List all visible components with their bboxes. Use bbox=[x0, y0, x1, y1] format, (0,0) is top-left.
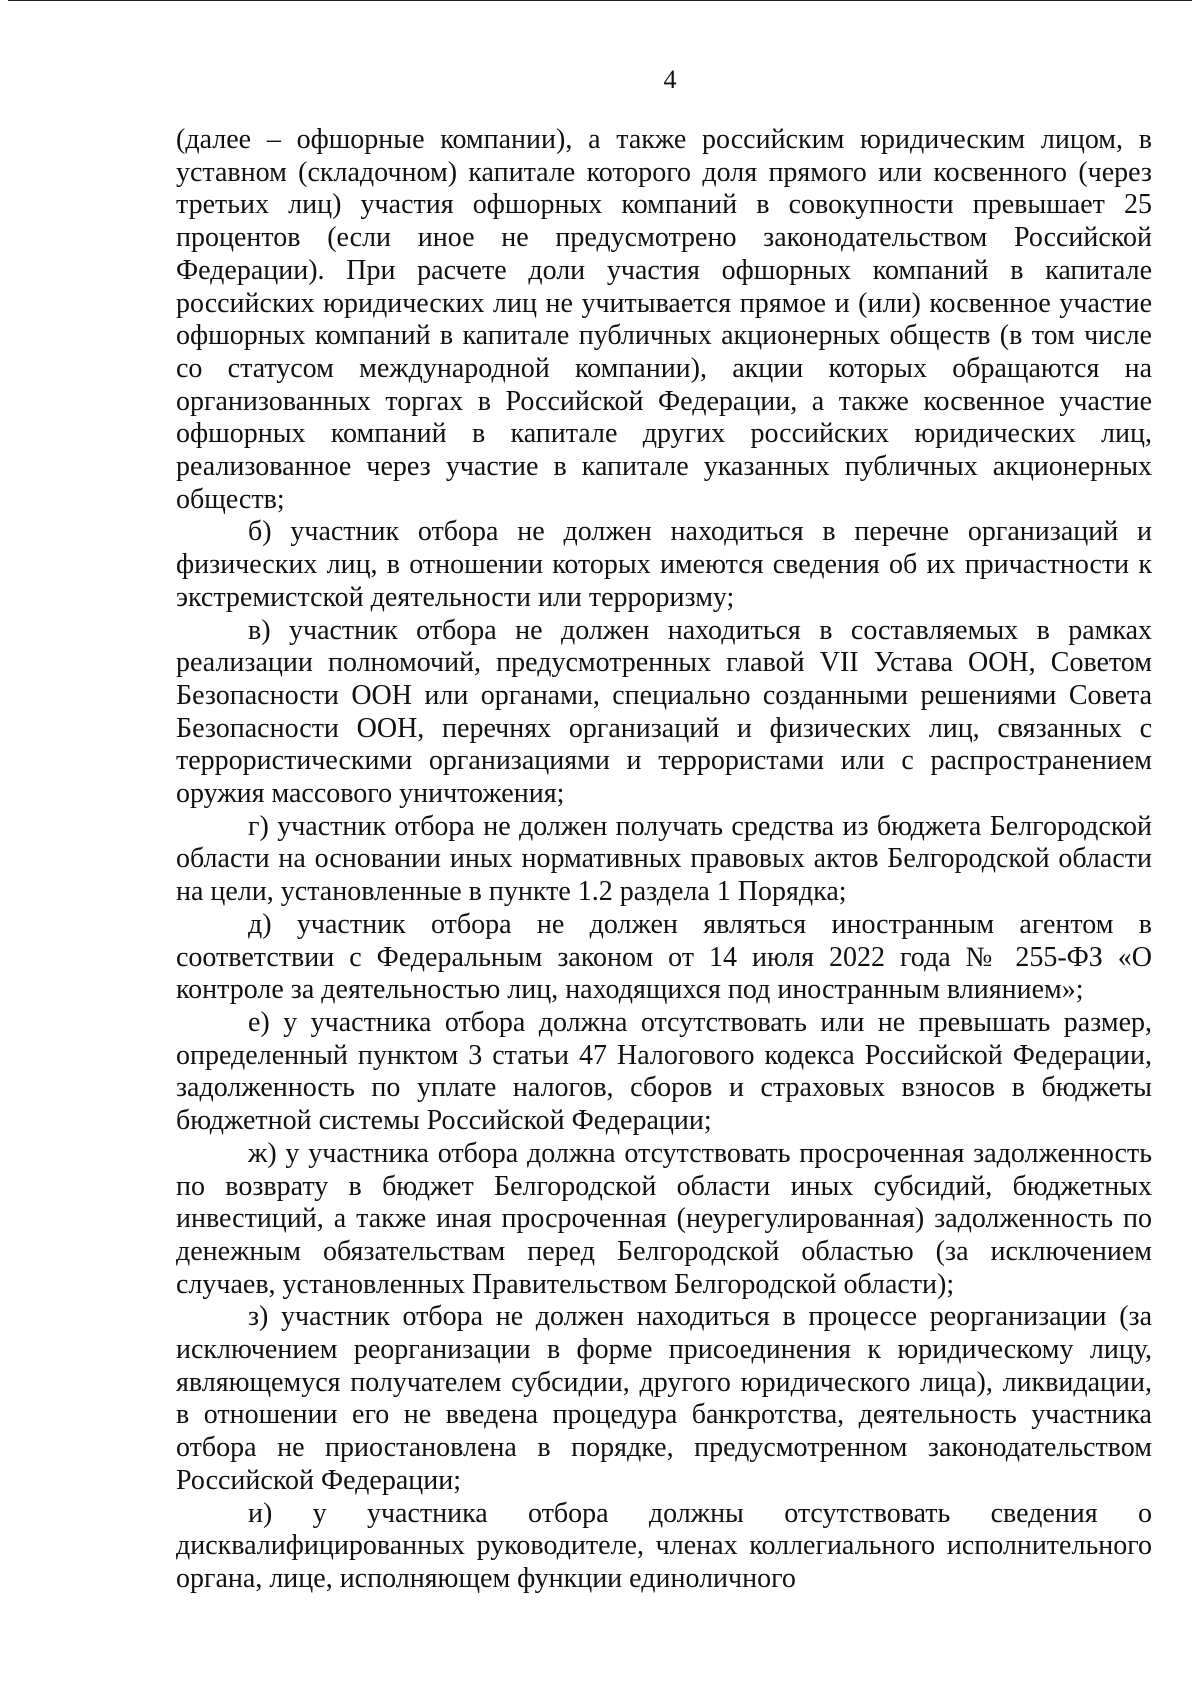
paragraph-b: б) участник отбора не должен находиться в перечне организаций и физических лиц, в отношении которых имеются сведения об их причастности к экстремистской деятельности или терроризму; bbox=[176, 516, 1152, 613]
paragraph-z: з) участник отбора не должен находиться в процессе реорганизации (за исключением реорганизации в форме присоединения к юридическому лицу, являющемуся получателем субсидии, другого юридического лица), ликвидации, в отношении его не введена процедура банкротства, деятельность участника отбора не приостановлена в порядке, предусмотренном законодательством Российской Федерации; bbox=[176, 1301, 1152, 1496]
paragraph-d: д) участник отбора не должен являться иностранным агентом в соответствии с Федеральным законом от 14 июля 2022 года № 255-ФЗ «О контроле за деятельностью лиц, находящихся под иностранным влиянием»; bbox=[176, 908, 1152, 1006]
paragraph-i: и) у участника отбора должны отсутствовать сведения о дисквалифицированных руководителе, членах коллегиального исполнительного органа, лице, исполняющем функции единоличного bbox=[176, 1497, 1152, 1594]
document-body bbox=[176, 124, 1152, 1596]
scan-top-edge bbox=[8, 0, 1192, 1]
page-number: 4 bbox=[663, 65, 677, 94]
paragraph-g: г) участник отбора не должен получать средства из бюджета Белгородской области на основании иных нормативных правовых актов Белгородской области на цели, установленные в пункте 1.2 раздела 1 Порядка; bbox=[176, 810, 1152, 908]
paragraph-zh: ж) у участника отбора должна отсутствовать просроченная задолженность по возврату в бюджет Белгородской области иных субсидий, бюджетных инвестиций, а также иная просроченная (неурегулированная) задолженность по денежным обязательствам перед Белгородской областью (за исключением случаев, установленных Правительством Белгородской области); bbox=[176, 1137, 1152, 1300]
paragraph-v: в) участник отбора не должен находиться в составляемых в рамках реализации полномочий, предусмотренных главой VII Устава ООН, Советом Безопасности ООН или органами, специально созданными решениями Совета Безопасности ООН, перечнях организаций и физических лиц, связанных с террористическими организациями и террористами или с распространением оружия массового уничтожения; bbox=[176, 614, 1152, 810]
paragraph-offshore-continuation: (далее – офшорные компании), а также российским юридическим лицом, в уставном (складочном) капитале которого доля прямого или косвенного (через третьих лиц) участия офшорных компаний в совокупности превышает 25 процентов (если иное не предусмотрено законодательством Российской Федерации). При расчете доли участия офшорных компаний в капитале российских юридических лиц не учитывается прямое и (или) косвенное участие офшорных компаний в капитале публичных акционерных обществ (в том числе со статусом международной компании), акции которых обращаются на организованных торгах в Российской Федерации, а также косвенное участие офшорных компаний в капитале других российских юридических лиц, реализованное через участие в капитале указанных публичных акционерных обществ; bbox=[176, 124, 1152, 515]
paragraph-e: е) у участника отбора должна отсутствовать или не превышать размер, определенный пунктом 3 статьи 47 Налогового кодекса Российской Федерации, задолженность по уплате налогов, сборов и страховых взносов в бюджеты бюджетной системы Российской Федерации; bbox=[176, 1006, 1152, 1137]
